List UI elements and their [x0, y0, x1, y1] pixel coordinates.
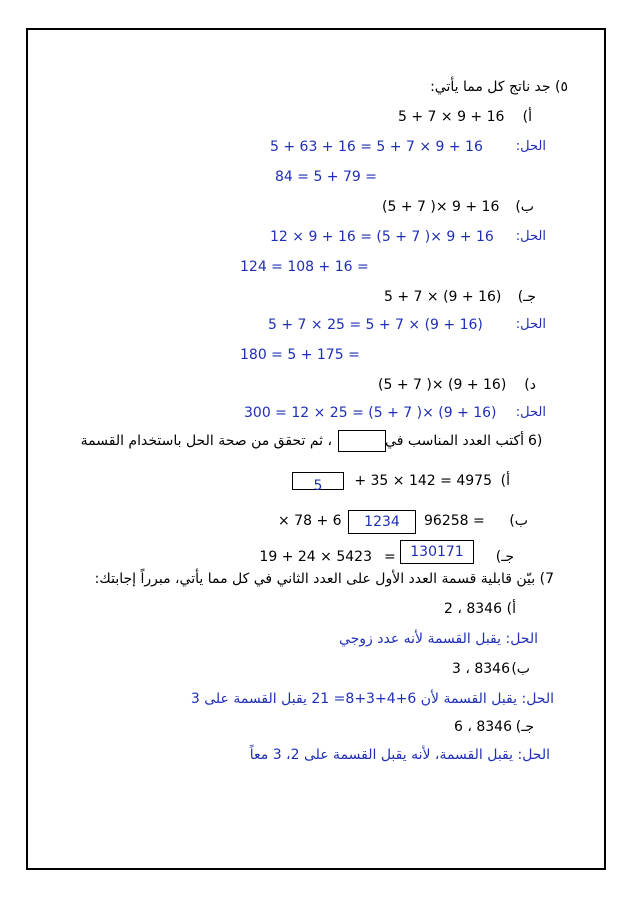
q5b-expr: (5 + 7 )× 9 + 16 [382, 199, 500, 215]
q5b-solution-line1: 12 × 9 + 16 = (5 + 7 )× 9 + 16 [270, 229, 494, 245]
q6c-label: جـ) [495, 549, 514, 565]
q5c-label: جـ) [517, 289, 536, 305]
q5a-solution-line2: 84 = 5 + 79 = [275, 169, 377, 185]
q5b-label: ب) [515, 199, 534, 215]
q5c-solution-line2: 180 = 5 + 175 = [240, 347, 360, 363]
q7c-label: جـ) [515, 719, 534, 735]
q5-title: ٥) جد ناتج كل مما يأتي: [430, 79, 568, 95]
q6c-expr-left: = [384, 549, 396, 565]
q5a-solution-line1: 5 + 63 + 16 = 5 + 7 × 9 + 16 [270, 139, 483, 155]
q6a-label: أ) [500, 473, 510, 489]
q5c-solution-label: الحل: [515, 317, 546, 332]
q6b-expr-right: × 78 + 6 [278, 513, 342, 529]
q7c-expr: 8346 ، 6 [454, 719, 512, 735]
q6a-answer: 5 [313, 478, 323, 490]
q7c-solution: الحل: يقبل القسمة، لأنه يقبل القسمة على 2، 3 معاً [249, 747, 550, 763]
q5c-solution-line1: 5 + 7 × 25 = 5 + 7 × (9 + 16) [268, 317, 483, 333]
q5b-solution-label: الحل: [515, 229, 546, 244]
q6b-expr-left: 96258 = [424, 513, 485, 529]
q5d-expr: (5 + 7 )× (9 + 16) [378, 377, 507, 393]
q6a-expr: 4975 = 142 × 35 + [354, 473, 492, 489]
q6-instruction-part2: ، ثم تحقق من صحة الحل باستخدام القسمة [80, 433, 332, 449]
q5d-label: د) [524, 377, 536, 393]
q5a-expr: 5 + 7 × 9 + 16 [398, 109, 505, 125]
q5c-expr: 5 + 7 × (9 + 16) [384, 289, 502, 305]
q5a-label: أ) [522, 109, 532, 125]
q7b-label: ب) [511, 661, 530, 677]
q7-title: 7) بيّن قابلية قسمة العدد الأول على العدد الثاني في كل مما يأتي، مبرراً إجابتك: [94, 571, 554, 587]
q5d-solution-label: الحل: [515, 405, 546, 420]
q7b-expr: 8346 ، 3 [452, 661, 510, 677]
q6c-answer: 130171 [410, 544, 464, 560]
q6c-expr-right: 5423 × 24 + 19 [259, 549, 372, 565]
q7a-label: أ) [506, 601, 516, 617]
q5d-solution-line1: 300 = 12 × 25 = (5 + 7 )× (9 + 16) [244, 405, 497, 421]
q7a-solution: الحل: يقبل القسمة لأنه عدد زوجي [338, 631, 538, 647]
q5a-solution-label: الحل: [515, 139, 546, 154]
q5b-solution-line2: 124 = 108 + 16 = [240, 259, 369, 275]
q6-example-box [338, 430, 386, 452]
q7a-expr: 8346 ، 2 [444, 601, 502, 617]
q6-instruction-part1: أكتب العدد المناسب في [385, 433, 524, 449]
q6b-label: ب) [509, 513, 528, 529]
q6b-answer: 1234 [364, 514, 400, 530]
q7b-solution: الحل: يقبل القسمة لأن 6+4+3+8= 21 يقبل القسمة على 3 [190, 691, 554, 707]
q6-number: 6) [528, 433, 543, 449]
